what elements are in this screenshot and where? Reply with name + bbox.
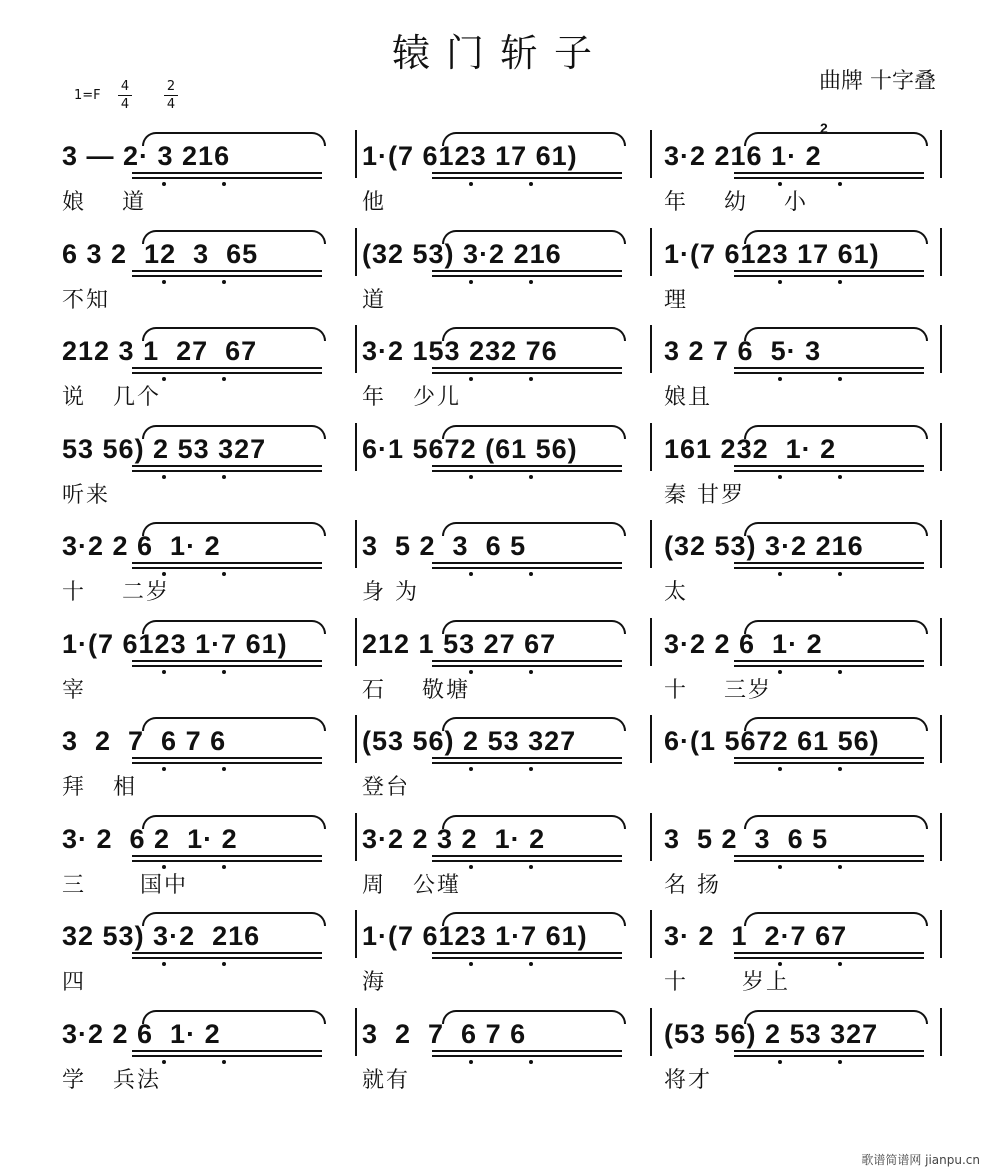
rhythm-beam xyxy=(734,562,924,569)
rhythm-beam xyxy=(132,270,322,277)
lyric-text: 海 xyxy=(362,970,387,995)
rhythm-beam xyxy=(132,172,322,179)
measure-notes: 6·(1 5672 61 56) xyxy=(664,726,880,756)
time-den: 4 xyxy=(118,95,132,113)
measure-notes: 6 3 2 12 3 65 xyxy=(62,238,259,269)
slur xyxy=(744,230,928,244)
measure-notes: (53 56) 2 53 327 xyxy=(362,726,577,756)
measure-notes: 1·(7 6123 17 61) xyxy=(664,238,880,269)
lyric-text: 年 幼 小 xyxy=(664,190,808,215)
octave-dot xyxy=(162,670,166,674)
measure-notes: 53 56) 2 53 327 xyxy=(62,433,267,464)
barline xyxy=(650,520,652,568)
staff-row xyxy=(0,713,1000,811)
barline xyxy=(940,813,942,861)
lyric-text xyxy=(362,481,640,511)
lyric-text: 娘且 xyxy=(664,385,713,410)
barline xyxy=(940,715,942,763)
slur xyxy=(744,815,928,829)
time-signature-2-4 xyxy=(164,78,178,113)
octave-dot xyxy=(162,1060,166,1064)
rhythm-beam xyxy=(432,465,622,472)
octave-dot xyxy=(222,475,226,479)
octave-dot xyxy=(222,865,226,869)
octave-dot xyxy=(838,280,842,284)
octave-dot xyxy=(469,572,473,576)
lyric-text xyxy=(664,773,940,803)
octave-dot xyxy=(778,865,782,869)
lyric-text: 秦 甘罗 xyxy=(664,482,745,508)
rhythm-beam xyxy=(132,855,322,862)
lyric-text: 十 二岁 xyxy=(62,580,170,605)
barline xyxy=(650,228,652,276)
octave-dot xyxy=(222,1060,226,1064)
octave-dot xyxy=(529,1060,533,1064)
measure-notes: 32 53) 3·2 216 xyxy=(62,921,261,951)
slur xyxy=(142,230,326,244)
staff-row xyxy=(0,908,1000,1006)
rhythm-beam xyxy=(132,465,322,472)
octave-dot xyxy=(162,767,166,771)
octave-dot xyxy=(162,865,166,869)
staff-row xyxy=(0,421,1000,519)
lyric-text: 说 几个 xyxy=(62,385,161,410)
octave-dot xyxy=(838,572,842,576)
barline xyxy=(355,520,357,568)
rhythm-beam xyxy=(132,367,322,374)
octave-dot xyxy=(162,182,166,186)
octave-dot xyxy=(838,475,842,479)
octave-dot xyxy=(529,767,533,771)
octave-dot xyxy=(469,670,473,674)
octave-dot xyxy=(162,572,166,576)
measure-notes: 3·2 2 6 1· 2 xyxy=(664,628,823,659)
slur xyxy=(442,912,626,926)
barline xyxy=(650,130,652,178)
rhythm-beam xyxy=(734,172,924,179)
slur xyxy=(442,1010,626,1024)
watermark: 歌谱简谱网 jianpu.cn xyxy=(861,1153,980,1167)
barline xyxy=(355,813,357,861)
slur xyxy=(442,717,626,731)
measure-notes: 3 2 7 6 7 6 xyxy=(62,726,227,756)
octave-dot xyxy=(778,670,782,674)
rhythm-beam xyxy=(132,1050,322,1057)
measure-notes: (53 56) 2 53 327 xyxy=(664,1018,879,1049)
lyric-text: 将才 xyxy=(664,1067,713,1093)
barline xyxy=(650,423,652,471)
lyric-text: 名 扬 xyxy=(664,872,721,898)
barline xyxy=(355,910,357,958)
staff-row xyxy=(0,811,1000,909)
octave-dot xyxy=(778,475,782,479)
slur xyxy=(442,132,626,146)
octave-dot xyxy=(529,572,533,576)
octave-dot xyxy=(222,572,226,576)
measure-notes: 1·(7 6123 1·7 61) xyxy=(62,628,288,659)
slur xyxy=(142,912,326,926)
time-signature-4-4 xyxy=(118,78,132,113)
barline xyxy=(650,813,652,861)
octave-dot xyxy=(838,962,842,966)
barline xyxy=(940,520,942,568)
lyric-text: 四 xyxy=(62,970,87,995)
octave-dot xyxy=(162,475,166,479)
octave-dot xyxy=(778,182,782,186)
lyric-text: 理 xyxy=(664,287,689,313)
slur xyxy=(442,522,626,536)
barline xyxy=(355,325,357,373)
octave-dot xyxy=(529,865,533,869)
measure-notes: 1·(7 6123 1·7 61) xyxy=(362,921,588,951)
barline xyxy=(355,228,357,276)
slur xyxy=(744,132,928,146)
barline xyxy=(940,130,942,178)
rhythm-beam xyxy=(432,660,622,667)
barline xyxy=(650,910,652,958)
slur xyxy=(442,327,626,341)
octave-dot xyxy=(838,182,842,186)
barline xyxy=(355,618,357,666)
staff-row xyxy=(0,226,1000,324)
lyric-text: 身 为 xyxy=(362,580,419,605)
lyric-text: 娘 道 xyxy=(62,190,146,215)
measure-notes: 3 2 7 6 5· 3 xyxy=(664,336,822,366)
rhythm-beam xyxy=(432,757,622,764)
octave-dot xyxy=(162,280,166,284)
lyric-text: 三 国中 xyxy=(62,872,188,898)
octave-dot xyxy=(838,377,842,381)
barline xyxy=(650,618,652,666)
measure-notes: 3 5 2 3 6 5 xyxy=(664,823,829,854)
measure-notes: 3·2 2 3 2 1· 2 xyxy=(362,823,546,854)
measure-notes: 3·2 153 232 76 xyxy=(362,336,558,366)
octave-dot xyxy=(529,182,533,186)
octave-dot xyxy=(529,280,533,284)
octave-dot xyxy=(529,475,533,479)
slur xyxy=(744,620,928,634)
octave-dot xyxy=(469,182,473,186)
barline xyxy=(355,130,357,178)
rhythm-beam xyxy=(432,172,622,179)
song-title: 辕门斩子 xyxy=(391,31,608,75)
octave-dot xyxy=(222,767,226,771)
qupai-label: 曲牌 十字叠 xyxy=(819,69,936,94)
time-num: 4 xyxy=(120,79,130,94)
rhythm-beam xyxy=(432,1050,622,1057)
lyric-text: 宰 xyxy=(62,677,87,703)
slur xyxy=(744,327,928,341)
barline xyxy=(650,325,652,373)
lyric-text: 十 岁上 xyxy=(664,970,790,995)
lyric-text: 道 xyxy=(362,287,387,313)
time-den: 4 xyxy=(164,95,178,113)
rhythm-beam xyxy=(734,465,924,472)
barline xyxy=(650,1008,652,1056)
octave-dot xyxy=(778,767,782,771)
measure-notes: 3· 2 6 2 1· 2 xyxy=(62,823,238,854)
measure-notes: 3·2 2 6 1· 2 xyxy=(62,1018,221,1049)
lyric-text: 就有 xyxy=(362,1067,411,1093)
slur xyxy=(442,620,626,634)
octave-dot xyxy=(838,767,842,771)
rhythm-beam xyxy=(132,660,322,667)
octave-dot xyxy=(469,1060,473,1064)
rhythm-beam xyxy=(734,855,924,862)
measure-notes: 3 2 7 6 7 6 xyxy=(362,1018,527,1049)
slur xyxy=(142,522,326,536)
slur xyxy=(744,912,928,926)
rhythm-beam xyxy=(734,270,924,277)
barline xyxy=(940,910,942,958)
octave-dot xyxy=(222,280,226,284)
octave-dot xyxy=(222,962,226,966)
measure-notes: 1·(7 6123 17 61) xyxy=(362,141,578,171)
octave-dot xyxy=(529,962,533,966)
slur xyxy=(142,717,326,731)
lyric-text: 石 敬塘 xyxy=(362,677,470,703)
lyric-text: 太 xyxy=(664,580,689,605)
lyric-text: 周 公瑾 xyxy=(362,872,461,898)
barline xyxy=(940,1008,942,1056)
octave-dot xyxy=(778,280,782,284)
staff-row xyxy=(0,120,1000,226)
time-num: 2 xyxy=(166,79,176,94)
slur xyxy=(142,815,326,829)
octave-dot xyxy=(778,572,782,576)
slur xyxy=(142,132,326,146)
barline xyxy=(355,423,357,471)
measure-notes: 6·1 5672 (61 56) xyxy=(362,433,578,464)
rhythm-beam xyxy=(734,757,924,764)
rhythm-beam xyxy=(734,660,924,667)
octave-dot xyxy=(469,475,473,479)
rhythm-beam xyxy=(432,952,622,959)
barline xyxy=(650,715,652,763)
octave-dot xyxy=(469,865,473,869)
staff-row xyxy=(0,1006,1000,1104)
octave-dot xyxy=(778,1060,782,1064)
slur xyxy=(744,522,928,536)
lyric-text: 不知 xyxy=(62,287,111,313)
slur xyxy=(744,425,928,439)
slur xyxy=(142,327,326,341)
barline xyxy=(940,228,942,276)
barline xyxy=(355,715,357,763)
lyric-text: 他 xyxy=(362,190,387,215)
slur xyxy=(442,815,626,829)
measure-notes: 3 — 2· 3 216 xyxy=(62,141,231,171)
measure-notes: 161 232 1· 2 xyxy=(664,433,837,464)
barline xyxy=(940,618,942,666)
lyric-text: 十 三岁 xyxy=(664,677,772,703)
measure-notes: (32 53) 3·2 216 xyxy=(664,531,864,561)
rhythm-beam xyxy=(132,952,322,959)
rhythm-beam xyxy=(432,562,622,569)
octave-dot xyxy=(469,280,473,284)
slur xyxy=(142,1010,326,1024)
lyric-text: 年 少儿 xyxy=(362,385,461,410)
octave-dot xyxy=(838,670,842,674)
rhythm-beam xyxy=(132,562,322,569)
staff-row xyxy=(0,616,1000,714)
measure-notes: 3·2 2 6 1· 2 xyxy=(62,531,221,561)
measure-notes: 3 5 2 3 6 5 xyxy=(362,531,527,561)
octave-dot xyxy=(529,670,533,674)
measure-notes: 212 1 53 27 67 xyxy=(362,628,557,659)
rhythm-beam xyxy=(734,952,924,959)
octave-dot xyxy=(162,377,166,381)
staff-row xyxy=(0,323,1000,421)
octave-dot xyxy=(469,377,473,381)
rhythm-beam xyxy=(132,757,322,764)
rhythm-beam xyxy=(734,1050,924,1057)
slur xyxy=(142,620,326,634)
slur xyxy=(744,717,928,731)
measure-notes: 212 3 1 27 67 xyxy=(62,336,258,366)
rhythm-beam xyxy=(432,270,622,277)
measure-notes: (32 53) 3·2 216 xyxy=(362,238,562,269)
measure-notes: 3· 2 1 2·7 67 xyxy=(664,921,848,951)
measure-notes: 3·2 216 1· 2 xyxy=(664,141,822,171)
lyric-text: 拜 相 xyxy=(62,775,137,800)
octave-dot xyxy=(838,1060,842,1064)
key-signature: 1=F xyxy=(74,88,101,103)
rhythm-beam xyxy=(734,367,924,374)
slur xyxy=(442,425,626,439)
lyric-text: 听来 xyxy=(62,482,111,508)
lyric-text: 学 兵法 xyxy=(62,1067,161,1093)
octave-dot xyxy=(469,767,473,771)
octave-dot xyxy=(778,962,782,966)
barline xyxy=(940,423,942,471)
octave-dot xyxy=(838,865,842,869)
octave-dot xyxy=(162,962,166,966)
octave-dot xyxy=(222,670,226,674)
grace-note: 2 xyxy=(820,120,828,136)
lyric-text: 登台 xyxy=(362,775,411,800)
octave-dot xyxy=(222,377,226,381)
slur xyxy=(442,230,626,244)
rhythm-beam xyxy=(432,855,622,862)
barline xyxy=(940,325,942,373)
octave-dot xyxy=(778,377,782,381)
barline xyxy=(355,1008,357,1056)
slur xyxy=(744,1010,928,1024)
octave-dot xyxy=(529,377,533,381)
slur xyxy=(142,425,326,439)
rhythm-beam xyxy=(432,367,622,374)
octave-dot xyxy=(222,182,226,186)
staff-row xyxy=(0,518,1000,616)
octave-dot xyxy=(469,962,473,966)
